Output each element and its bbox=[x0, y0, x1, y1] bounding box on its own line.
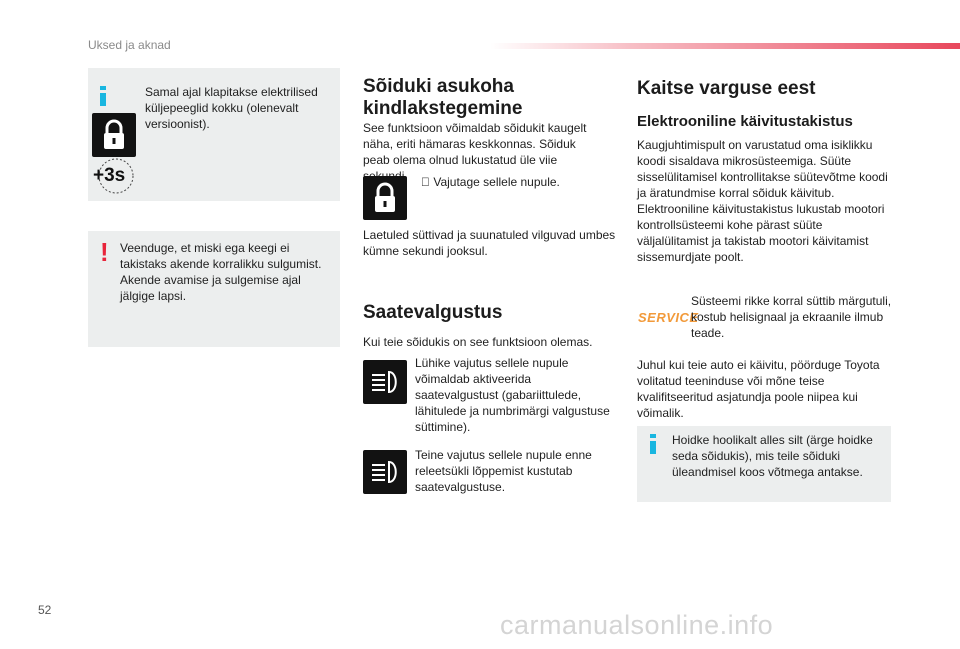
header-accent-bar bbox=[490, 43, 960, 49]
locate-title: Sõiduki asukoha kindlakstegemine bbox=[363, 76, 523, 119]
info-icon-2 bbox=[650, 434, 656, 454]
service-warning-icon: SERVICE bbox=[638, 310, 699, 325]
follow-me-title: Saatevalgustus bbox=[363, 302, 503, 323]
follow-me-intro: Kui teie sõidukis on see funktsioon olemas. bbox=[363, 335, 593, 349]
warning-icon: ! bbox=[100, 237, 109, 267]
info-box-mirrors bbox=[88, 68, 340, 201]
theft-title: Kaitse varguse eest bbox=[637, 78, 816, 99]
windows-warning-text: Veenduge, et miski ega keegi ei takistaks akende korralikku sulgumist. Akende avamise ja sulgemise ajal jälgige lapsi. bbox=[120, 241, 322, 303]
lock-button-icon-2 bbox=[363, 176, 407, 220]
toyota-text: Juhul kui teie auto ei käivitu, pöörduge Toyota volitatud teeninduse või mõne teise kvalifitseeritud asjatundja poole niipea kui võimalik. bbox=[637, 358, 880, 420]
headlight-button-icon bbox=[363, 360, 407, 404]
chapter-title: Uksed ja aknad bbox=[88, 38, 171, 52]
watermark: carmanualsonline.info bbox=[500, 610, 774, 640]
mirrors-text: Samal ajal klapitakse elektrilised küljepeeglid kokku (olenevalt versioonist). bbox=[145, 85, 318, 131]
headlight-button-icon-2 bbox=[363, 450, 407, 494]
page-number: 52 bbox=[38, 603, 52, 617]
locate-text: See funktsioon võimaldab sõidukit kaugelt näha, eriti hämaras keskkonnas. Sõiduk peab olema olnud lukustatud üle viie bbox=[363, 121, 587, 167]
info-icon bbox=[100, 86, 106, 106]
short-press-text: Lühike vajutus sellele nupule võimaldab aktiveerida saatevalgustust (gabariittulede, lähitulede ja numbrimärgi valgustuse süttimine). bbox=[415, 356, 610, 434]
lock-button-icon bbox=[92, 113, 136, 157]
immobiliser-text: Kaugjuhtimispult on varustatud oma isiklikku koodi sisaldava mikrosüsteemiga. Süüte sisselülitamisel kontrollitakse süütevõtme koodi ja äratundmise korral sõiduk käivitub. Elektrooniline käivitustakistus lukustab mootori kontrollsüsteemi kohe pärast süüte väljalülitamist ja takistab mootori käivitamist sissemurdjate poolt. bbox=[637, 138, 888, 264]
lights-text: Laetuled süttivad ja suunatuled vilguvad umbes kümne sekundi jooksul. bbox=[363, 228, 616, 258]
press-button-text: Vajutage sellele nupule. bbox=[421, 175, 548, 189]
info-box-key-tag bbox=[637, 426, 891, 502]
second-press-text: Teine vajutus sellele nupule enne releetsükli lõppemist kustutab saatevalgustuse. bbox=[415, 448, 592, 494]
warning-box-windows bbox=[88, 231, 340, 347]
fault-text: Süsteemi rikke korral süttib märgutuli, kostub helisignaal ja ekraanile ilmub teade. bbox=[691, 294, 892, 340]
timer-label: +3s bbox=[93, 165, 126, 186]
timer-3s-icon bbox=[90, 156, 136, 196]
immobiliser-title: Elektrooniline käivitustakistus bbox=[637, 113, 853, 130]
key-tag-text: Hoidke hoolikalt alles silt (ärge hoidke seda sõidukis), mis teile sõiduki üleandmisel koos võtmega antakse. bbox=[672, 433, 873, 479]
